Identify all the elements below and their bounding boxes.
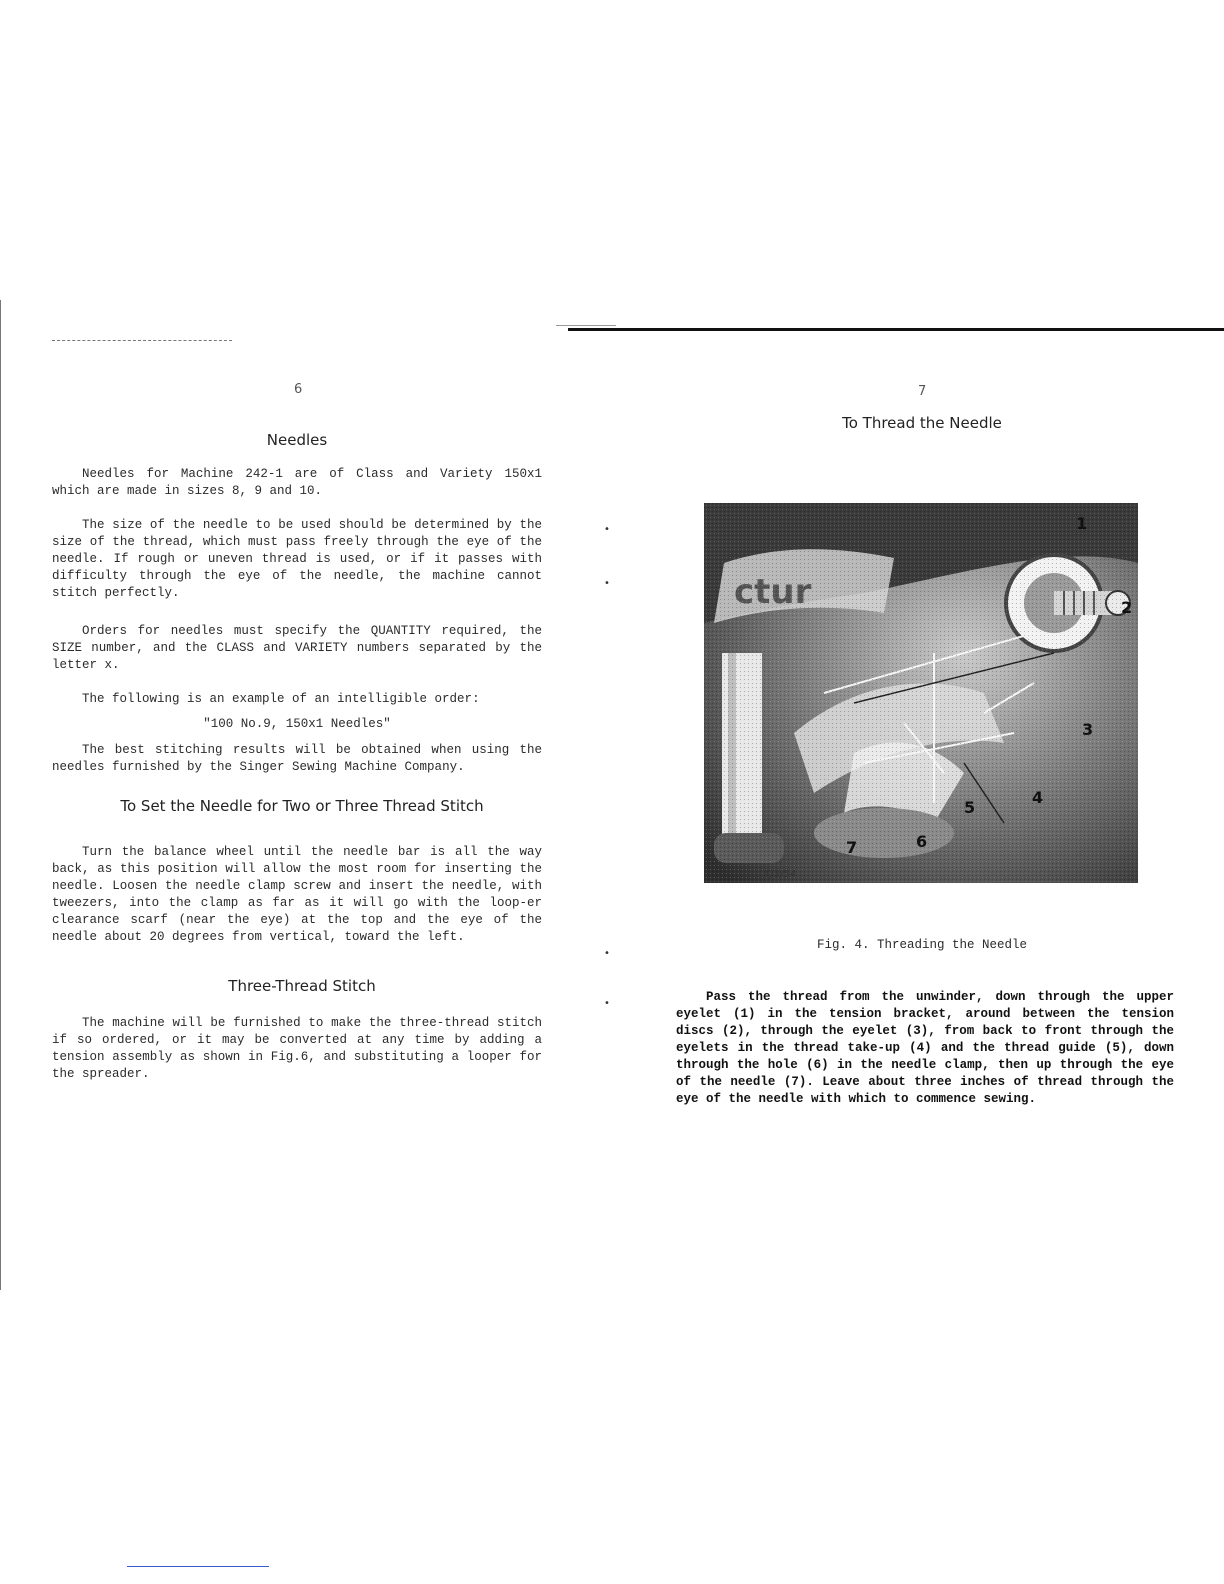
figure-label: 1 bbox=[1076, 514, 1088, 533]
needles-order-example: "100 No.9, 150x1 Needles" bbox=[203, 717, 391, 731]
bottom-link-underline bbox=[127, 1566, 269, 1567]
needles-heading: Needles bbox=[266, 431, 328, 449]
set-needle-heading: To Set the Needle for Two or Three Thread Stitch bbox=[120, 797, 484, 815]
three-thread-paragraph: The machine will be furnished to make the three-thread stitch if so ordered, or it may be converted at any time by adding a tension assembly as shown in Fig.6, and substituting a looper for the spreader. bbox=[52, 1016, 542, 1081]
top-rule-left bbox=[52, 340, 232, 342]
threading-figure-photo bbox=[704, 503, 1138, 883]
figure-caption: Fig. 4. Threading the Needle bbox=[816, 938, 1028, 952]
set-needle-paragraph: Turn the balance wheel until the needle bar is all the way back, as this position will allow the most room for inserting the needle. Loosen the needle clamp screw and insert the needle, with tweezers, into the clamp as far as it will go with the loop-er clearance scarf (near the eye) at the top and the eye of the needle about 20 degrees from vertical, toward the left. bbox=[52, 845, 542, 944]
margin-mark: • bbox=[604, 524, 610, 535]
needles-paragraph-5: The best stitching results will be obtained when using the needles furnished by the Singer Sewing Machine Company. bbox=[52, 743, 542, 774]
figure-label: 7 bbox=[846, 838, 858, 857]
figure-label: 6 bbox=[916, 832, 928, 851]
top-rule-right bbox=[568, 328, 1224, 331]
threading-paragraph: Pass the thread from the unwinder, down through the upper eyelet (1) in the tension bracket, around between the tension discs (2), through the eyelet (3), from back to front through the eyelets in the thread take-up (4) and the thread guide (5), down through the hole (6) in the needle clamp, then up through the eye of the needle (7). Leave about three inches of thread through the eye of the needle with which to commence sewing. bbox=[676, 990, 1174, 1106]
figure-label: 3 bbox=[1082, 720, 1094, 739]
figure-label: 4 bbox=[1032, 788, 1044, 807]
right-page-number: 7 bbox=[918, 384, 927, 399]
figure-label: 2 bbox=[1121, 598, 1133, 617]
figure-stamp: T/3/54 bbox=[764, 869, 796, 880]
needles-paragraph-2: The size of the needle to be used should be determined by the size of the thread, which must pass freely through the eye of the needle. If rough or uneven thread is used, or if it passes with difficulty through the eye of the needle, the machine cannot stitch perfectly. bbox=[52, 518, 542, 600]
margin-mark: • bbox=[604, 998, 610, 1009]
thread-needle-heading: To Thread the Needle bbox=[842, 414, 1002, 432]
needles-paragraph-3: Orders for needles must specify the QUANTITY required, the SIZE number, and the CLASS and VARIETY numbers separated by the letter x. bbox=[52, 624, 542, 672]
page-edge-line bbox=[0, 300, 1, 1290]
margin-mark: • bbox=[604, 578, 610, 589]
machine-illustration bbox=[704, 503, 1138, 883]
needles-paragraph-4: The following is an example of an intelligible order: bbox=[82, 692, 480, 706]
left-page-number: 6 bbox=[294, 382, 303, 397]
figure-label: 5 bbox=[964, 798, 976, 817]
needles-paragraph-1: Needles for Machine 242-1 are of Class and Variety 150x1 which are made in sizes 8, 9 and 10. bbox=[52, 467, 542, 498]
top-rule-faint bbox=[556, 325, 616, 326]
margin-mark: • bbox=[604, 948, 610, 959]
three-thread-heading: Three-Thread Stitch bbox=[228, 977, 376, 995]
